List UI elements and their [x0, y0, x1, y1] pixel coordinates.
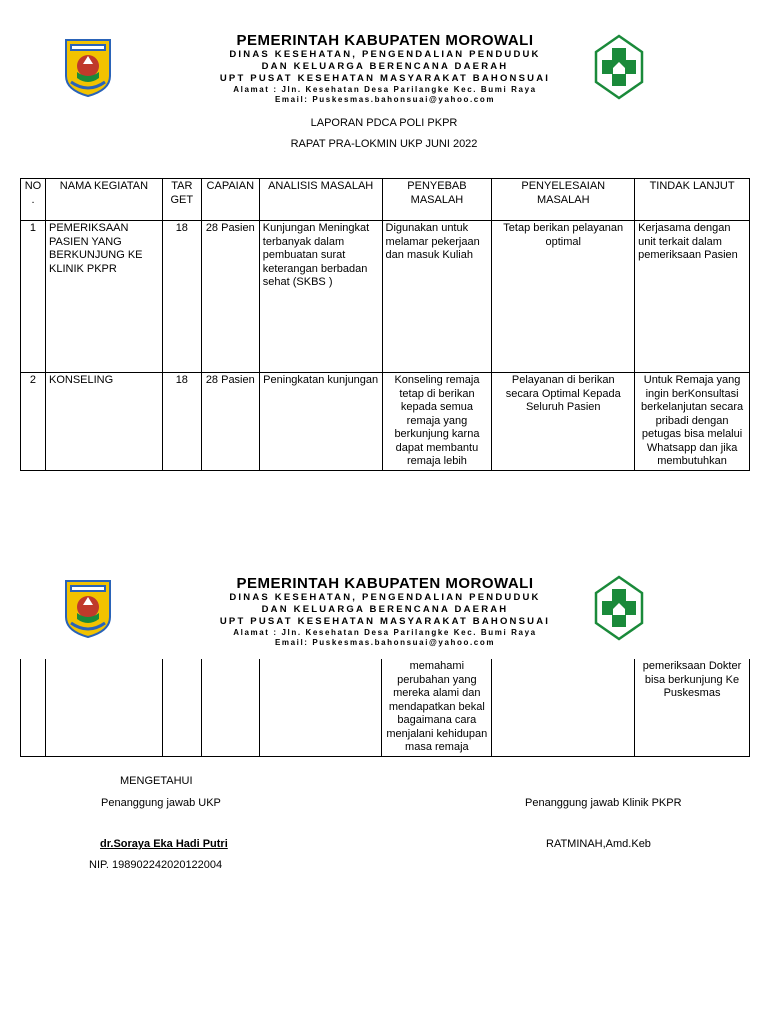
cell-analisis: Peningkatan kunjungan [259, 373, 382, 471]
cell-penyebab: Konseling remaja tetap di berikan kepada semua remaja yang berkunjung karna dapat membantu remaja lebih [382, 373, 492, 471]
cell-no: 1 [21, 221, 46, 373]
cell-nama-kegiatan: KONSELING [45, 373, 162, 471]
letterhead-line-2: DAN KELUARGA BERENCANA DAERAH [261, 604, 509, 615]
letterhead-line-2: DAN KELUARGA BERENCANA DAERAH [261, 61, 509, 72]
cell-capaian: 28 Pasien [201, 221, 259, 373]
cell-tindak-lanjut: Untuk Remaja yang ingin berKonsultasi berkelanjutan secara pribadi dengan petugas bisa melalui Whatsapp dan jika membutuhkan [635, 373, 750, 471]
header-penyelesaian: PENYELESAIAN MASALAH [492, 179, 635, 221]
letterhead-line-3: UPT PUSAT KESEHATAN MASYARAKAT BAHONSUAI [219, 616, 551, 627]
left-signatory-role: Penanggung jawab UKP [101, 797, 221, 809]
header-nama-kegiatan: NAMA KEGIATAN [45, 179, 162, 221]
left-signatory-nip: NIP. 198902242020122004 [89, 859, 223, 871]
pdca-table-continuation [20, 659, 750, 757]
right-signatory-role: Penanggung jawab Klinik PKPR [525, 797, 682, 809]
right-signatory-name: RATMINAH,Amd.Keb [546, 838, 651, 850]
letterhead-email: Email: Puskesmas.bahonsuai@yahoo.com [274, 95, 496, 104]
pdca-table [20, 178, 750, 471]
header-capaian: CAPAIAN [201, 179, 259, 221]
cell-analisis: Kunjungan Meningkat terbanyak dalam pembuatan surat keterangan berbadan sehat (SKBS ) [259, 221, 382, 373]
cell-target: 18 [162, 221, 201, 373]
cell-no: 2 [21, 373, 46, 471]
mengetahui-label: MENGETAHUI [120, 775, 193, 787]
letterhead-address: Alamat : Jln. Kesehatan Desa Parilangke Kec. Bumi Raya [233, 85, 537, 94]
left-signatory-name: dr.Soraya Eka Hadi Putri [100, 838, 228, 850]
header-analisis: ANALISIS MASALAH [259, 179, 382, 221]
morowali-regency-emblem [63, 577, 113, 639]
header-penyebab: PENYEBAB MASALAH [382, 179, 492, 221]
table-row [21, 221, 750, 373]
table-row [21, 373, 750, 471]
cell-penyelesaian: Tetap berikan pelayanan optimal [492, 221, 635, 373]
letterhead-line-1: DINAS KESEHATAN, PENGENDALIAN PENDUDUK [229, 592, 541, 603]
letterhead-title: PEMERINTAH KABUPATEN MOROWALI [236, 32, 534, 49]
cell-target: 18 [162, 373, 201, 471]
report-title: LAPORAN PDCA POLI PKPR [310, 117, 458, 129]
letterhead-line-1: DINAS KESEHATAN, PENGENDALIAN PENDUDUK [229, 49, 541, 60]
morowali-regency-emblem [63, 36, 113, 98]
cell-penyebab: Digunakan untuk melamar pekerjaan dan masuk Kuliah [382, 221, 492, 373]
header-no: NO . [21, 179, 46, 221]
cell-penyebab-continued: memahami perubahan yang mereka alami dan mendapatkan bekal bagaimana cara menjalani kehidupan masa remaja [382, 659, 492, 756]
letterhead-email: Email: Puskesmas.bahonsuai@yahoo.com [274, 638, 496, 647]
cell-capaian: 28 Pasien [201, 373, 259, 471]
letterhead-address: Alamat : Jln. Kesehatan Desa Parilangke Kec. Bumi Raya [233, 628, 537, 637]
letterhead-title: PEMERINTAH KABUPATEN MOROWALI [236, 575, 534, 592]
table-row [21, 659, 750, 756]
cell-tindak-lanjut-continued: pemeriksaan Dokter bisa berkunjung Ke Puskesmas [635, 659, 750, 756]
header-tindak-lanjut: TINDAK LANJUT [635, 179, 750, 221]
header-target: TAR GET [162, 179, 201, 221]
cell-tindak-lanjut: Kerjasama dengan unit terkait dalam pemeriksaan Pasien [635, 221, 750, 373]
cell-nama-kegiatan: PEMERIKSAAN PASIEN YANG BERKUNJUNG KE KLINIK PKPR [45, 221, 162, 373]
report-subtitle: RAPAT PRA-LOKMIN UKP JUNI 2022 [290, 138, 478, 150]
puskesmas-logo [594, 575, 644, 641]
puskesmas-logo [594, 34, 644, 100]
table-header-row [21, 179, 750, 221]
letterhead-line-3: UPT PUSAT KESEHATAN MASYARAKAT BAHONSUAI [219, 73, 551, 84]
cell-penyelesaian: Pelayanan di berikan secara Optimal Kepada Seluruh Pasien [492, 373, 635, 471]
